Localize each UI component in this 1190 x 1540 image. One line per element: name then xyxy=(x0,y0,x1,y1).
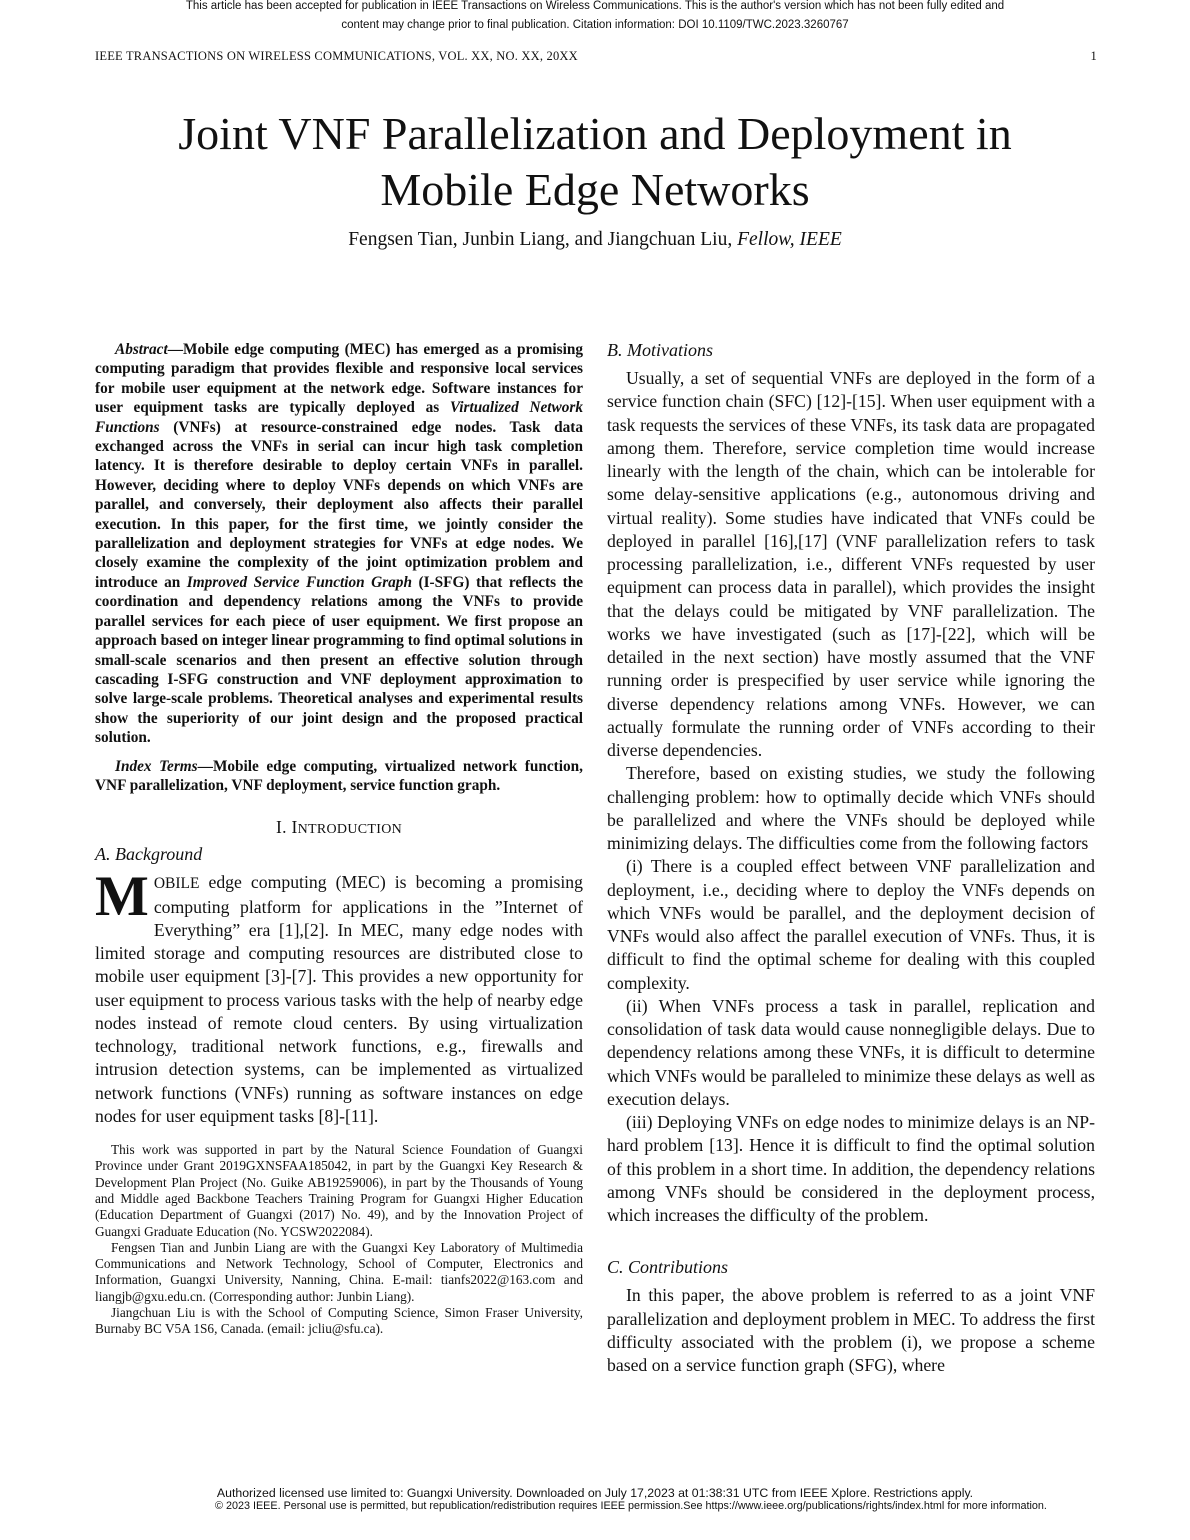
author-list xyxy=(95,229,1095,251)
subsection-heading-motivations: B. Motivations xyxy=(607,340,713,360)
paper-title xyxy=(95,106,1095,218)
abstract-label: Abstract xyxy=(115,341,168,358)
running-head xyxy=(95,49,1097,64)
abstract-text-3: (I-SFG) that reflects the coordination and dependency relations among the VNFs to provide parallel services for each piece of user equipment. We first propose an approach based on integer linear programming to find optimal solutions in small-scale scenarios and then present an effective solution through cascading I-SFG construction and VNF deployment approximation to solve large-scale problems. Theoretical analyses and experimental results show the superiority of our joint design and the proposed practical solution. xyxy=(95,573,583,747)
motivations-paragraph-1: Usually, a set of sequential VNFs are deployed in the form of a service function chain (SFC) [12]-[15]. When user equipment with a task requests the services of these VNFs, its task data are propagated among them. Therefore, service completion time would increase linearly with the length of the chain, which can be intolerable for some delay-sensitive applications (e.g., autonomous driving and virtual reality). Some studies have indicated that VNFs could be deployed in parallel [16],[17] (VNF parallelization refers to task processing parallelization, i.e., different VNFs requested by user equipment can process data in parallel), which provides the insight that the delays could be mitigated by VNF parallelization. The works we have investigated (such as [17]-[22], which will be detailed in the next section) have mostly assumed that the VNF running order is prespecified by user service while ignoring the diverse dependency relations among VNFs. However, we can actually formulate the running order of VNFs according to their diverse dependencies. xyxy=(607,368,1095,760)
title-line-1: Joint VNF Parallelization and Deployment in xyxy=(178,108,1012,159)
license-footer-line-1: Authorized licensed use limited to: Guangxi University. Downloaded on July 17,2023 at 01:38:31 UTC from IEEE Xplore. Restrictions apply. xyxy=(216,1486,974,1500)
license-footer-line-2: © 2023 IEEE. Personal use is permitted, but republication/redistribution requires IEEE permission.See https://www.ieee.org/publications/rights/index.html for more information. xyxy=(215,1500,1047,1512)
motivations-paragraph-4: (ii) When VNFs process a task in parallel, replication and consolidation of task data would cause nonnegligible delays. Due to dependency relations among these VNFs, it is difficult to determine which VNFs would be paralleled to minimize these delays as well as execution delays. xyxy=(607,995,1095,1109)
index-terms-text: —Mobile edge computing, virtualized network function, VNF parallelization, VNF deployment, service function graph. xyxy=(95,757,583,794)
abstract xyxy=(95,340,583,748)
subsection-heading-contributions: C. Contributions xyxy=(607,1257,729,1278)
smallcaps-lead: OBILE xyxy=(153,875,200,893)
right-column xyxy=(607,340,1095,1377)
abstract-text-1: —Mobile edge computing (MEC) has emerged as a promising computing paradigm that provides flexible and responsive local services for mobile user equipment at the network edge. Software instances for user equipment tasks are typically deployed as xyxy=(95,341,583,417)
abstract-term-vnf: Virtualized Network Functions xyxy=(95,399,583,436)
left-body xyxy=(95,817,583,1128)
journal-name: IEEE TRANSACTIONS ON WIRELESS COMMUNICATIONS, VOL. XX, NO. XX, 20XX xyxy=(95,49,578,63)
abstract-text-2: (VNFs) at resource-constrained edge nodes. Task data exchanged across the VNFs in serial can incur high task completion latency. It is therefore desirable to deploy certain VNFs in parallel. However, deciding where to deploy VNFs depends on which VNFs are parallel, and conversely, their deployment also affects their parallel execution. In this paper, for the first time, we jointly consider the parallelization and deployment strategies for VNFs at edge nodes. We closely examine the complexity of the joint optimization problem and introduce an xyxy=(95,418,583,591)
index-terms xyxy=(95,757,583,796)
section-number: I. xyxy=(275,817,292,838)
motivations-paragraph-5: (iii) Deploying VNFs on edge nodes to minimize delays is an NP-hard problem [13]. Hence it is difficult to find the optimal solution of this problem in a short time. In addition, the dependency relations among VNFs should be considered in the deployment process, which increases the difficulty of the problem. xyxy=(607,1112,1095,1225)
contributions-paragraph: In this paper, the above problem is referred to as a joint VNF parallelization and deployment problem in MEC. To address the first difficulty associated with the problem (i), we propose a scheme based on a service function graph (SFG), where xyxy=(607,1285,1095,1375)
funding-footnote: This work was supported in part by the Natural Science Foundation of Guangxi Province under Grant 2019GXNSFAA185042, in part by the Guangxi Key Research & Development Plan Project (No. Guike AB19259006), in part by the Thousands of Young and Middle aged Backbone Teachers Training Program for Guangxi Higher Education (Education Department of Guangxi (2017) No. 49), and by the Innovation Project of Guangxi Graduate Education (No. YCSW2022084). xyxy=(95,1142,583,1239)
left-column xyxy=(95,340,583,1338)
index-terms-label: Index Terms xyxy=(115,757,198,775)
affiliation-footnote-2: Jiangchuan Liu is with the School of Computing Science, Simon Fraser University, Burnaby BC V5A 1S6, Canada. (email: jcliu@sfu.ca). xyxy=(95,1305,583,1337)
acceptance-notice-line-2: content may change prior to final publication. Citation information: DOI 10.1109/TWC.2023.3260767 xyxy=(341,19,849,31)
footnotes xyxy=(95,1142,583,1338)
title-line-2: Mobile Edge Networks xyxy=(380,164,810,215)
section-heading-introduction xyxy=(95,817,583,838)
author-grade: Fellow, IEEE xyxy=(737,229,842,250)
section-title-rest: NTRODUCTION xyxy=(297,822,403,838)
subsection-heading-background: A. Background xyxy=(95,844,203,865)
acceptance-notice-line-1: This article has been accepted for publication in IEEE Transactions on Wireless Communications. This is the author's version which has not been fully edited and xyxy=(185,0,1005,12)
motivations-paragraph-2: Therefore, based on existing studies, we study the following challenging problem: how to optimally decide which VNFs should be parallelized and where the VNFs should be deployed while minimizing delays. The difficulties come from the following factors xyxy=(607,763,1095,853)
motivations-paragraph-3: (i) There is a coupled effect between VNF parallelization and deployment, i.e., deciding where to deploy the VNFs depends on which VNFs would be parallel, and the deployment decision of VNFs would also affect the parallel execution of VNFs. Thus, it is difficult to find the optimal scheme for dealing with this coupled complexity. xyxy=(607,856,1095,993)
page-number: 1 xyxy=(1090,49,1097,63)
affiliation-footnote-1: Fengsen Tian and Junbin Liang are with the Guangxi Key Laboratory of Multimedia Communications and Network Technology, School of Computer, Electronics and Information, Guangxi University, Nanning, China. E-mail: tianfs2022@163.com and liangjb@gxu.edu.cn. (Corresponding author: Junbin Liang). xyxy=(95,1239,583,1304)
drop-cap: M xyxy=(95,865,149,929)
background-paragraph xyxy=(95,865,583,1128)
background-text: edge computing (MEC) is becoming a promising computing platform for applications in the ”Internet of Everything” era [1],[2]. In MEC, many edge nodes with limited storage and computing resources are distributed close to mobile user equipment [3]-[7]. This provides a new opportunity for user equipment to process various tasks with the help of nearby edge nodes instead of remote cloud centers. By using virtualization technology, traditional network functions, e.g., firewalls and intrusion detection systems, can be implemented as virtualized network functions (VNFs) running as software instances on edge nodes for user equipment tasks [8]-[11]. xyxy=(95,872,583,1126)
author-names: Fengsen Tian, Junbin Liang, and Jiangchuan Liu, xyxy=(348,229,738,250)
abstract-term-isfg: Improved Service Function Graph xyxy=(186,573,412,591)
section-title-initial: I xyxy=(291,817,298,838)
